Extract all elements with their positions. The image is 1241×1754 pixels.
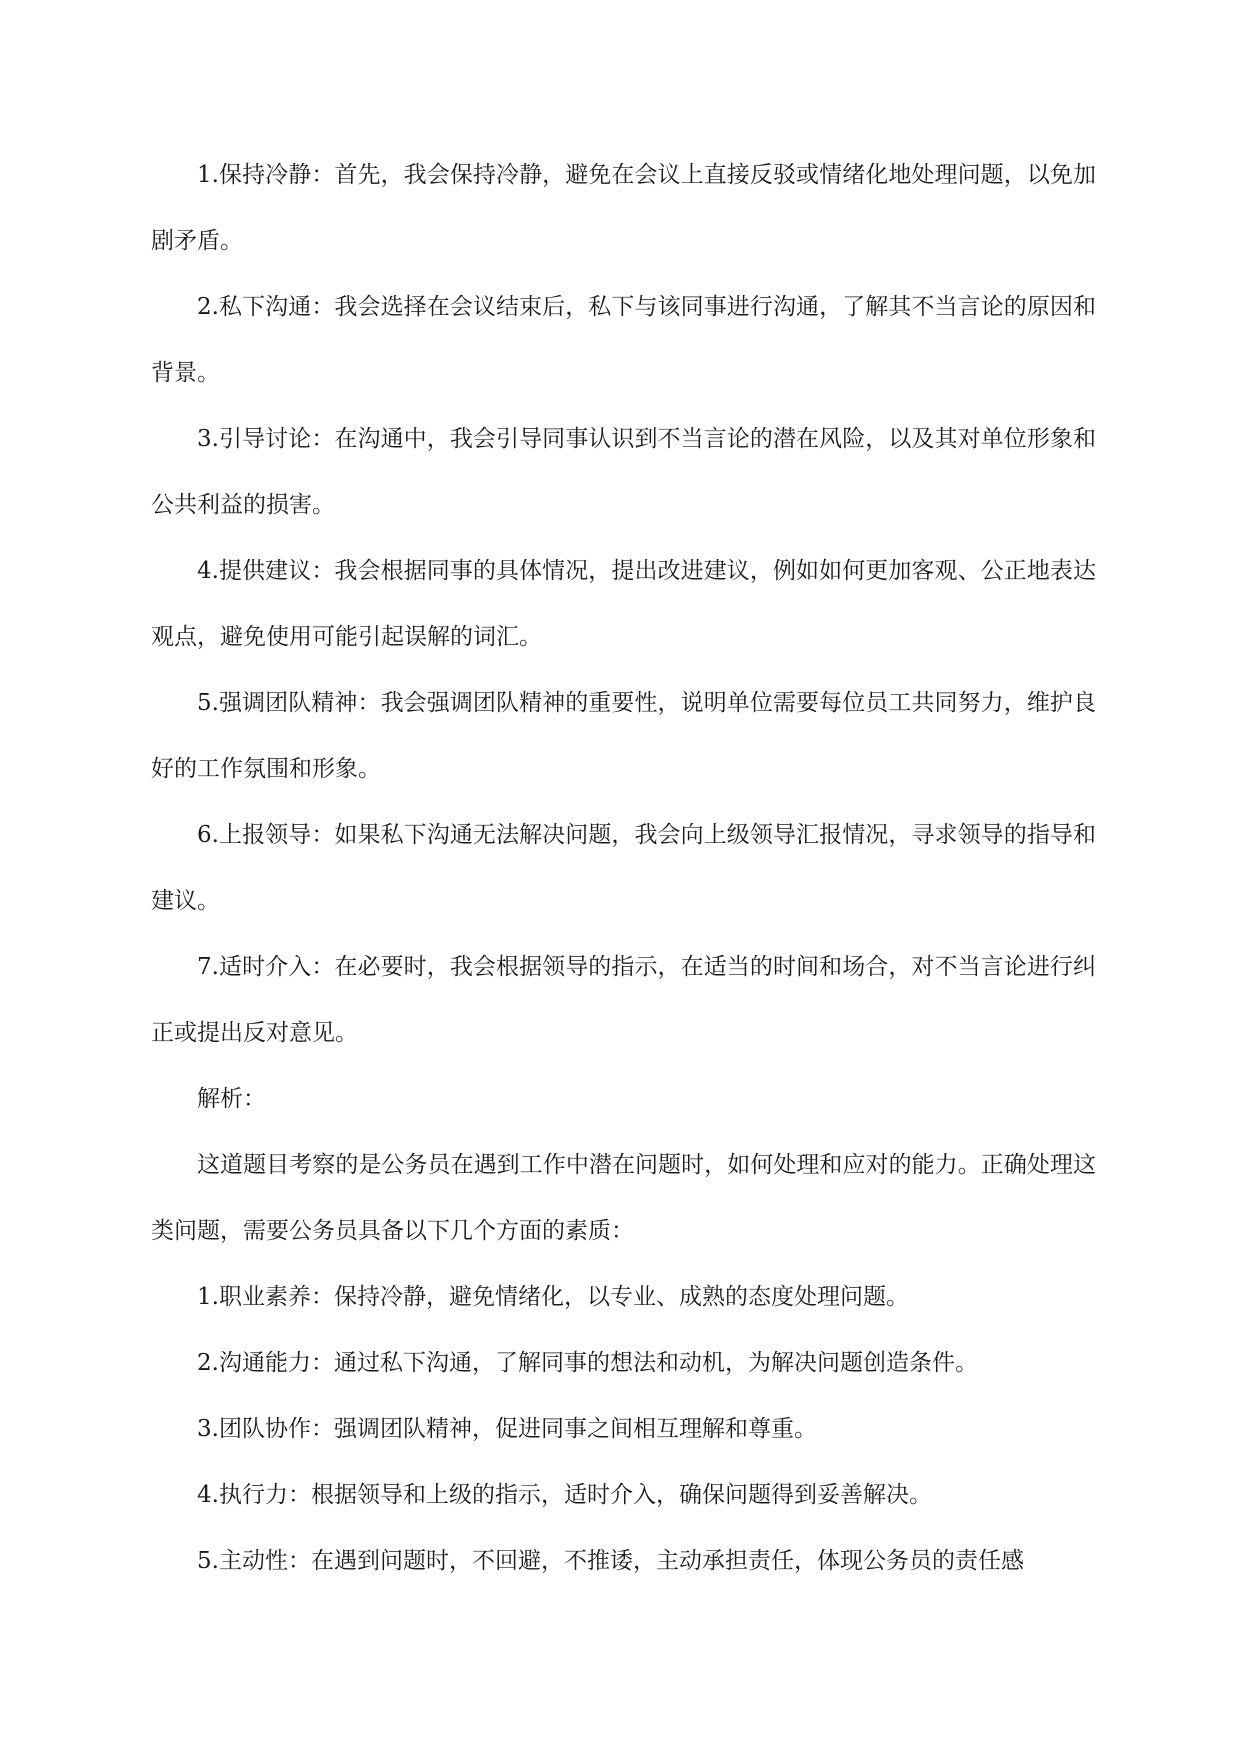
quality-point-2: 2.沟通能力：通过私下沟通，了解同事的想法和动机，为解决问题创造条件。 [197,1350,978,1376]
answer-point-2: 2.私下沟通：我会选择在会议结束后，私下与该同事进行沟通，了解其不当言论的原因和背景。 [151,294,1096,386]
analysis-intro: 这道题目考察的是公务员在遇到工作中潜在问题时，如何处理和应对的能力。正确处理这类问题，需要公务员具备以下几个方面的素质： [151,1152,1096,1244]
answer-point-4: 4.提供建议：我会根据同事的具体情况，提出改进建议，例如如何更加客观、公正地表达观点，避免使用可能引起误解的词汇。 [151,558,1096,650]
document-body [151,142,1096,1594]
answer-point-6: 6.上报领导：如果私下沟通无法解决问题，我会向上级领导汇报情况，寻求领导的指导和建议。 [151,822,1096,914]
analysis-heading: 解析： [197,1086,266,1112]
answer-point-5: 5.强调团队精神：我会强调团队精神的重要性，说明单位需要每位员工共同努力，维护良好的工作氛围和形象。 [151,690,1096,782]
quality-point-3: 3.团队协作：强调团队精神，促进同事之间相互理解和尊重。 [197,1416,817,1442]
quality-point-1: 1.职业素养：保持冷静，避免情绪化，以专业、成熟的态度处理问题。 [197,1284,909,1310]
answer-point-7: 7.适时介入：在必要时，我会根据领导的指示，在适当的时间和场合，对不当言论进行纠正或提出反对意见。 [151,954,1096,1046]
answer-point-3: 3.引导讨论：在沟通中，我会引导同事认识到不当言论的潜在风险，以及其对单位形象和公共利益的损害。 [151,426,1096,518]
answer-point-1: 1.保持冷静：首先，我会保持冷静，避免在会议上直接反驳或情绪化地处理问题，以免加剧矛盾。 [151,162,1096,254]
quality-point-4: 4.执行力：根据领导和上级的指示，适时介入，确保问题得到妥善解决。 [197,1482,932,1508]
quality-point-5: 5.主动性：在遇到问题时，不回避，不推诿，主动承担责任，体现公务员的责任感 [197,1548,1024,1574]
